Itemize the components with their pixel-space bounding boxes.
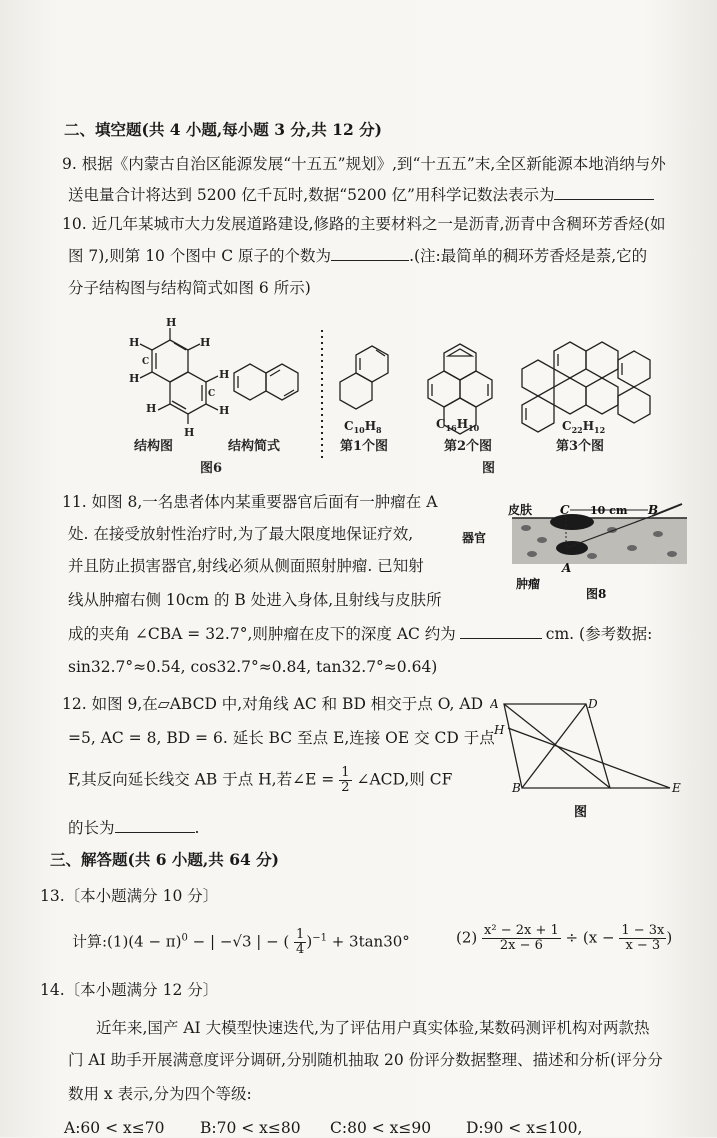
q12-line4-text: 的长为	[68, 819, 115, 837]
label-point-b: B	[648, 503, 659, 517]
label-distance: 10 cm	[590, 504, 628, 517]
q13-calc-label: 计算:(1)(4 − π)	[72, 932, 182, 951]
q13-frac-3: $\frac{1 - 3x}{x - 3}$	[621, 923, 665, 953]
tumor-shape	[556, 541, 588, 555]
q13-calc-2: (2) $\frac{\text{x² − 2x + 1}}{2x - 6}$ ÷ (x − $\frac{1 - 3x}{x - 3}$ )	[456, 923, 673, 953]
q10-line3: 分子结构图与结构简式如图 6 所示)	[68, 279, 311, 297]
grade-a: A:60 < x≤70	[64, 1119, 165, 1137]
q11-line5-text-b: cm. (参考数据:	[545, 625, 653, 643]
q11-line4: 线从肿瘤右侧 10cm 的 B 处进入身体,且射线与皮肤所	[68, 591, 442, 609]
label-a: A	[490, 697, 499, 711]
fig9-caption: 图	[574, 805, 588, 820]
label-point-c: C	[560, 503, 570, 517]
fig6-simple-label: 结构简式	[228, 439, 281, 454]
atom-c: C	[208, 389, 216, 399]
q11-line3: 并且防止损害器官,射线必须从侧面照射肿瘤. 已知射	[68, 557, 424, 575]
q13-part2-label: (2)	[456, 928, 478, 947]
atom-h: H	[146, 402, 157, 415]
q14-grades	[64, 1118, 582, 1138]
atom-h: H	[129, 372, 140, 385]
q12-line2: =5, AC = 8, BD = 6. 延长 BC 至点 E,连接 OE 交 CD 于点	[68, 729, 495, 747]
q12-line3-text-a: F,其反向延长线交 AB 于点 H,若∠E =	[68, 770, 335, 789]
q13-frac-2: $\frac{\text{x² − 2x + 1}}{2x - 6}$	[484, 923, 559, 953]
q9-line2	[68, 185, 654, 205]
grade-b: B:70 < x≤80	[200, 1119, 301, 1137]
atom-h: H	[184, 426, 195, 439]
q9-line2-text: 送电量合计将达到 5200 亿千瓦时,数据“5200 亿”用科学记数法表示为	[68, 186, 555, 204]
grade-c: C:80 < x≤90	[330, 1119, 432, 1137]
q12-answer-blank[interactable]	[115, 818, 195, 833]
label-organ: 器官	[462, 531, 487, 545]
fig7-item2-label: 第2个图	[444, 439, 493, 454]
q11-line1: 11. 如图 8,一名患者体内某重要器官后面有一肿瘤在 A	[62, 493, 438, 511]
section-2-heading: 二、填空题(共 4 小题,每小题 3 分,共 12 分)	[64, 120, 382, 139]
q13-frac-1: $\frac{1}{4}$	[296, 927, 305, 957]
q11-line2: 处. 在接受放射性治疗时,为了最大限度地保证疗效,	[68, 525, 414, 543]
q9-line1: 9. 根据《内蒙古自治区能源发展“十五五”规划》,到“十五五”末,全区新能源本地消纳与外	[62, 155, 666, 173]
q11-answer-blank[interactable]	[460, 624, 542, 639]
q10-line2	[68, 246, 647, 266]
fig7-item1-label: 第1个图	[340, 439, 389, 454]
q12-line4: 的长为 .	[68, 819, 200, 837]
fig7-formula-1: $C_{10}H_8$	[344, 419, 382, 435]
q11-line6: sin32.7°≈0.54, cos32.7°≈0.84, tan32.7°≈0.64)	[68, 658, 438, 676]
q14-line1: 近年来,国产 AI 大模型快速迭代,为了评估用户真实体验,某数码测评机构对两款热	[96, 1019, 650, 1037]
grade-d: D:90 < x≤100,	[466, 1119, 583, 1137]
figure-6-7	[100, 312, 660, 482]
q10-answer-blank[interactable]	[331, 246, 409, 261]
q14-head: 14.〔本小题满分 12 分〕	[40, 981, 219, 999]
q10-line2-text-b: .(注:最简单的稠环芳香烃是萘,它的	[409, 247, 648, 265]
figure-8	[462, 496, 702, 606]
q13-calc-1: 计算:(1)(4 − π)$^0$ − | −√3 | − ( $\frac{1}{4}$ )$^{-1}$ + 3tan30°	[72, 927, 410, 957]
line-he	[508, 728, 670, 788]
fig6-caption: 图6	[200, 461, 223, 476]
q10-line1: 10. 近几年某城市大力发展道路建设,修路的主要材料之一是沥青,沥青中含稠环芳香烃(如	[62, 215, 666, 233]
q14-line3: 数用 x 表示,分为四个等级:	[68, 1085, 252, 1103]
q12-fraction: $\frac{1}{2}$	[341, 765, 350, 795]
q11-line5-text-a: 成的夹角 ∠CBA = 32.7°,则肿瘤在皮下的深度 AC 约为	[68, 625, 456, 643]
q9-answer-blank[interactable]	[554, 185, 654, 200]
label-tumor: 肿瘤	[516, 577, 541, 591]
atom-h: H	[129, 336, 140, 349]
section-3-heading: 三、解答题(共 6 小题,共 64 分)	[50, 850, 280, 869]
label-b: B	[512, 781, 521, 795]
fig7-molecule-1	[340, 346, 388, 409]
figure-9	[490, 694, 690, 824]
atom-h: H	[219, 404, 230, 417]
fig7-formula-2: $C_{16}H_{10}$	[436, 417, 480, 433]
q11-line5	[68, 624, 652, 644]
q12-line1: 12. 如图 9,在▱ABCD 中,对角线 AC 和 BD 相交于点 O, AD	[62, 695, 484, 713]
fig7-formula-3: $C_{22}H_{12}$	[562, 419, 606, 435]
label-d: D	[588, 697, 598, 711]
fig7-item3-label: 第3个图	[556, 439, 605, 454]
atom-h: H	[200, 336, 211, 349]
q10-line2-text-a: 图 7),则第 10 个图中 C 原子的个数为	[68, 247, 332, 265]
label-point-a: A	[562, 561, 572, 575]
q14-line2: 门 AI 助手开展满意度评分调研,分别随机抽取 20 份评分数据整理、描述和分析(评分分	[68, 1051, 663, 1069]
label-h: H	[494, 723, 505, 737]
atom-h: H	[219, 368, 230, 381]
label-e: E	[672, 781, 681, 795]
q12-line3	[68, 766, 452, 795]
q12-line3-text-b: ∠ACD,则 CF	[356, 770, 453, 789]
fig7-caption: 图	[482, 461, 496, 476]
atom-h: H	[166, 316, 177, 329]
q13-head: 13.〔本小题满分 10 分〕	[40, 887, 219, 905]
naphthalene-simple-formula	[234, 364, 298, 400]
organ-shape	[550, 514, 594, 530]
fig8-caption: 图8	[586, 587, 607, 601]
atom-c: C	[142, 357, 150, 367]
label-skin: 皮肤	[508, 503, 533, 517]
fig6-struct-label: 结构图	[134, 439, 174, 454]
